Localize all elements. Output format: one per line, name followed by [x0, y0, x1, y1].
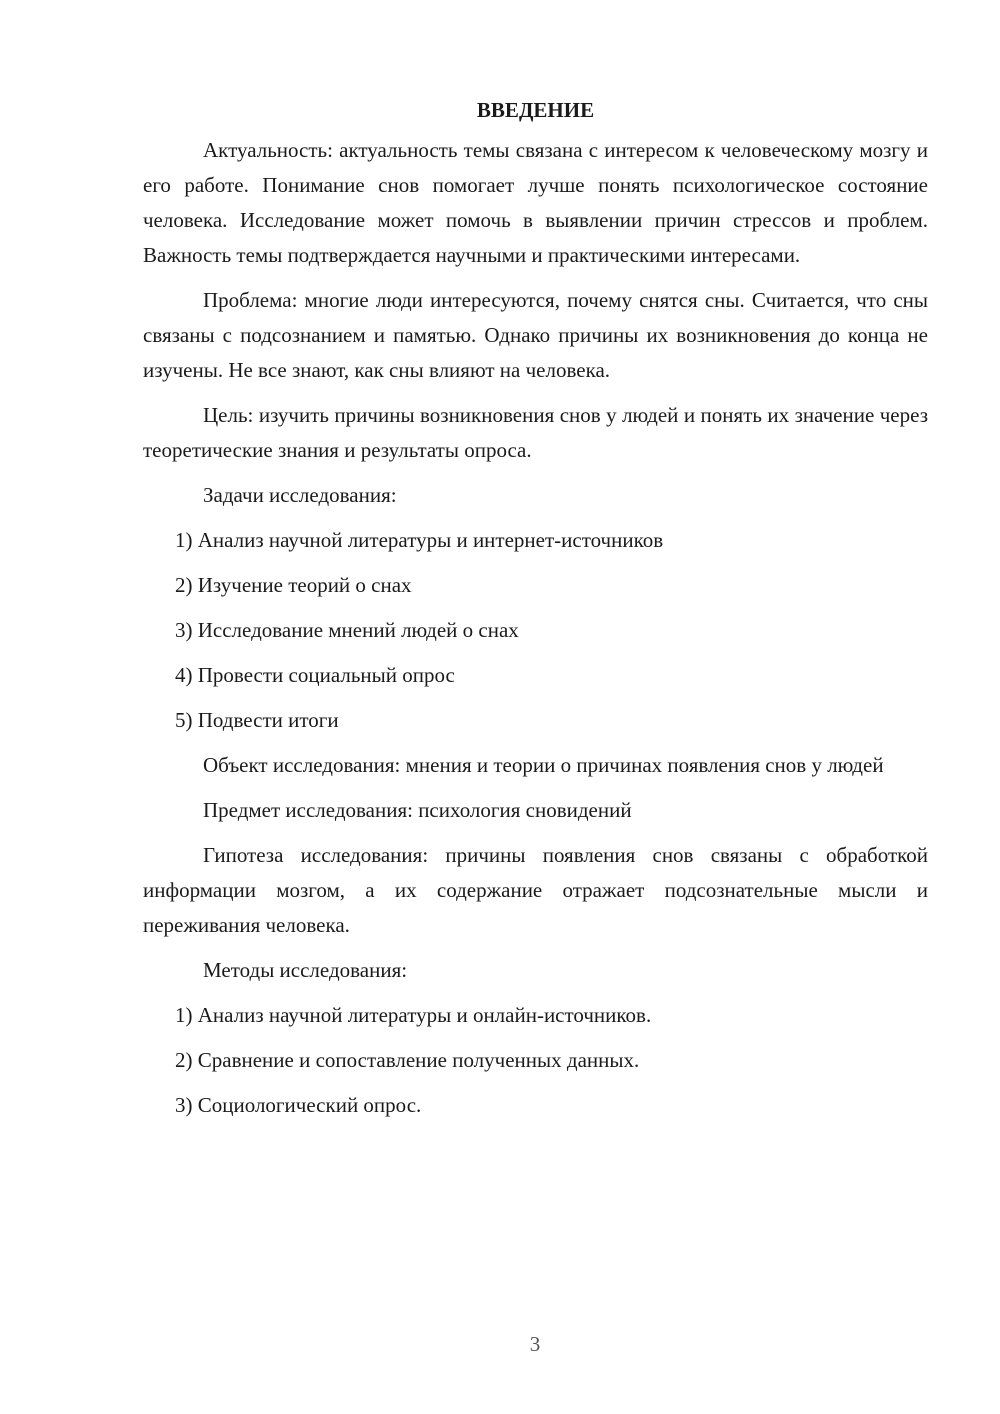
tasks-heading: Задачи исследования: [203, 483, 397, 507]
method-item: 3) Социологический опрос. [175, 1093, 422, 1117]
task-item: 1) Анализ научной литературы и интернет-источников [175, 528, 664, 552]
paragraph-problem: Проблема: многие люди интересуются, почему снятся сны. Считается, что сны связаны с подсознанием и памятью. Однако причины их возникновения до конца не изучены. Не все знают, как сны влияют на человека. [143, 288, 928, 382]
paragraph-relevance: Актуальность: актуальность темы связана с интересом к человеческому мозгу и его работе. Понимание снов помогает лучше понять психологическое состояние человека. Исследование может помочь в выявлении причин стрессов и проблем. Важность темы подтверждается научными и практическими интересами. [143, 138, 928, 267]
method-item: 1) Анализ научной литературы и онлайн-источников. [175, 1003, 652, 1027]
task-item: 5) Подвести итоги [175, 708, 339, 732]
paragraph-subject: Предмет исследования: психология сновидений [203, 798, 632, 822]
method-item: 2) Сравнение и сопоставление полученных данных. [175, 1048, 640, 1072]
paragraph-goal: Цель: изучить причины возникновения снов у людей и понять их значение через теоретические знания и результаты опроса. [143, 403, 928, 462]
task-item: 4) Провести социальный опрос [175, 663, 455, 687]
paragraph-object: Объект исследования: мнения и теории о причинах появления снов у людей [203, 753, 884, 777]
methods-heading: Методы исследования: [203, 958, 408, 982]
paragraph-hypothesis: Гипотеза исследования: причины появления снов связаны с обработкой информации мозгом, а их содержание отражает подсознательные мысли и переживания человека. [143, 843, 928, 937]
task-item: 2) Изучение теорий о снах [175, 573, 412, 597]
page-number: 3 [529, 1332, 541, 1356]
document-page [143, 92, 928, 1133]
task-item: 3) Исследование мнений людей о снах [175, 618, 519, 642]
section-title: ВВЕДЕНИЕ [476, 98, 595, 122]
